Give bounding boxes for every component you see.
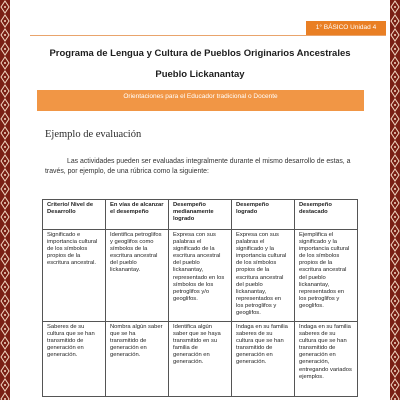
table-cell: Expresa con sus palabras el significado de la escritura ancestral del pueblo lickanantay, representado en los símbolos de los petroglifos y/o geoglifos. xyxy=(169,230,232,322)
intro-paragraph: Las actividades pueden ser evaluadas integralmente durante el mismo desarrollo de estas, a través, por ejemplo, de una rúbrica como la siguiente: xyxy=(45,158,351,175)
document-subtitle: Pueblo Lickanantay xyxy=(155,69,245,80)
column-header: Desempeño logrado xyxy=(232,200,295,230)
table-cell: Saberes de su cultura que se han transmitido de generación en generación. xyxy=(43,322,106,397)
column-header: Desempeño medianamente logrado xyxy=(169,200,232,230)
section-heading: Ejemplo de evaluación xyxy=(45,129,142,140)
table-cell: Expresa con sus palabras el significado y la importancia cultural de los símbolos propios de la escritura ancestral del pueblo lickanantay, representados en los petroglifos y geoglifos. xyxy=(232,230,295,322)
unit-badge: 1° BÁSICO Unidad 4 xyxy=(306,21,386,35)
table-row xyxy=(43,230,358,322)
header-divider xyxy=(30,35,386,36)
document-title: Programa de Lengua y Cultura de Pueblos Originarios Ancestrales xyxy=(49,48,351,59)
table-cell: Significado e importancia cultural de los símbolos propios de la escritura ancestral. xyxy=(43,230,106,322)
table-cell: Ejemplifica el significado y la importancia cultural de los símbolos propios de la escritura ancestral del pueblo lickanantay, representados en los petroglifos y geoglifos. xyxy=(295,230,358,322)
table-cell: Identifica algún saber que se haya transmitido en su familia de generación en generación. xyxy=(169,322,232,397)
table-cell: Indaga en su familia saberes de su cultura que se han transmitido de generación en generación, entregando variados ejemplos. xyxy=(295,322,358,397)
decorative-border-right xyxy=(390,0,400,400)
table-cell: Identifica petroglifos y geoglifos como símbolos de la escritura ancestral del pueblo lickanantay. xyxy=(106,230,169,322)
decorative-border-left xyxy=(0,0,10,400)
section-band: Orientaciones para el Educador tradicional o Docente xyxy=(37,90,364,111)
table-header-row xyxy=(43,200,358,230)
column-header: En vías de alcanzar el desempeño xyxy=(106,200,169,230)
table-row xyxy=(43,322,358,397)
column-header: Desempeño destacado xyxy=(295,200,358,230)
column-header: Criterio/ Nivel de Desarrollo xyxy=(43,200,106,230)
table-cell: Indaga en su familia saberes de su cultura que se han transmitido de generación en generación. xyxy=(232,322,295,397)
table-cell: Nombra algún saber que se ha transmitido de generación en generación. xyxy=(106,322,169,397)
rubric-table xyxy=(42,199,358,397)
